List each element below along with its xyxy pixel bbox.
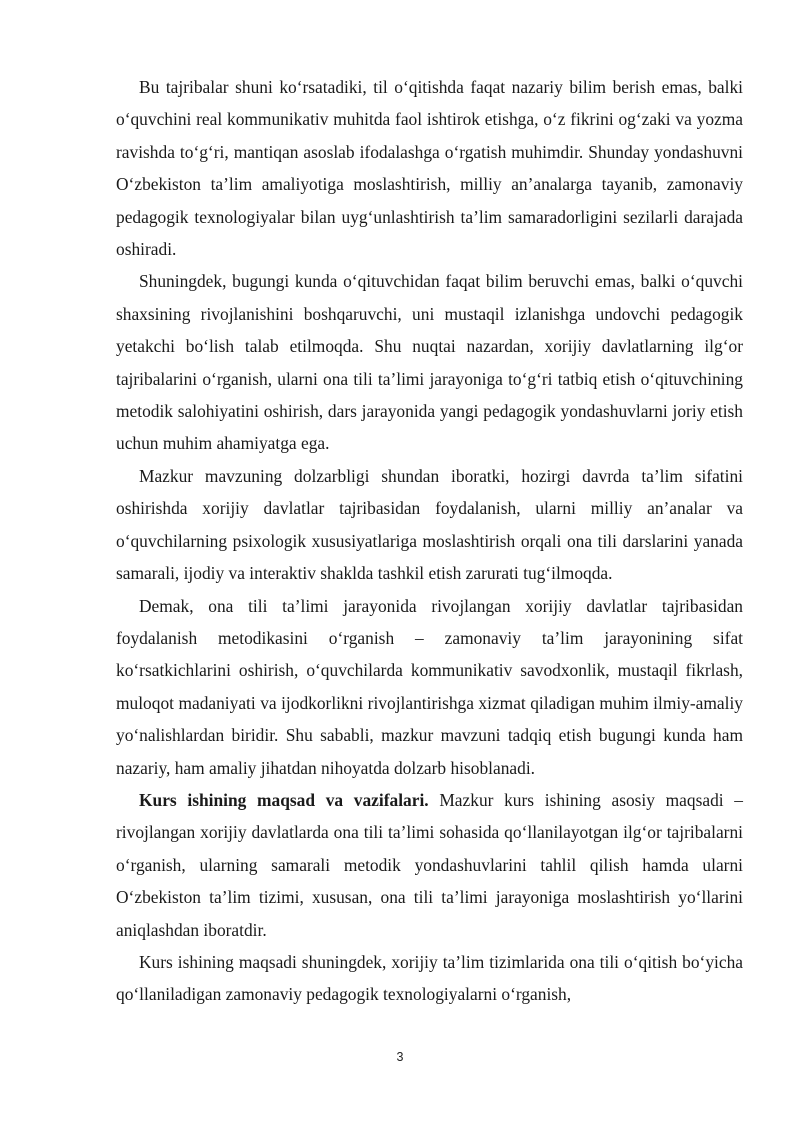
paragraph-2 <box>116 265 743 459</box>
paragraph-4 <box>116 590 743 784</box>
paragraph-2-text: Shuningdek, bugungi kunda o‘qituvchidan faqat bilim beruvchi emas, balki o‘quvchi shaxsining rivojlanishini boshqaruvchi, uni mustaqil izlanishga undovchi pedagogik yetakchi bo‘lish talab etilmoqda. Shu nuqtai nazardan, xorijiy davlatlarning ilg‘or tajribalarini o‘rganish, ularni ona tili ta’limi jarayoniga to‘g‘ri tatbiq etish o‘qituvchining metodik salohiyatini oshirish, dars jarayonida yangi pedagogik yondashuvlarni joriy etish uchun muhim ahamiyatga ega. <box>116 271 743 454</box>
paragraph-3 <box>116 460 743 590</box>
paragraph-6-text: Kurs ishining maqsadi shuningdek, xorijiy ta’lim tizimlarida ona tili o‘qitish bo‘yicha qo‘llaniladigan zamonaviy pedagogik texnologiyalarni o‘rganish, <box>116 951 743 1005</box>
paragraph-3-text: Mazkur mavzuning dolzarbligi shundan iboratki, hozirgi davrda ta’lim sifatini oshirishda xorijiy davlatlar tajribasidan foydalanish, ularni milliy an’analar va o‘quvchilarning psixologik xususiyatlariga moslashtirish orqali ona tili darslarini yanada samarali, ijodiy va interaktiv shaklda tashkil etish zarurati tug‘ilmoqda. <box>116 465 743 584</box>
paragraph-4-text: Demak, ona tili ta’limi jarayonida rivojlangan xorijiy davlatlar tajribasidan foydalanish metodikasini o‘rganish – zamonaviy ta’lim jarayonining sifat ko‘rsatkichlarini oshirish, o‘quvchilarda kommunikativ savodxonlik, mustaqil fikrlash, muloqot madaniyati va ijodkorlikni rivojlantirishga xizmat qiladigan muhim ilmiy-amaliy yo‘nalishlardan biridir. Shu sababli, mazkur mavzuni tadqiq etish bugungi kunda ham nazariy, ham amaliy jihatdan nihoyatda dolzarb hisoblanadi. <box>116 595 743 778</box>
paragraph-5 <box>116 784 743 946</box>
section-heading-inline: Kurs ishining maqsad va vazifalari. <box>139 789 429 810</box>
paragraph-5-text: Mazkur kurs ishining asosiy maqsadi – rivojlangan xorijiy davlatlarda ona tili ta’limi sohasida qo‘llanilayotgan ilg‘or tajribalarni o‘rganish, ularning samarali metodik yondashuvlarini tahlil qilish hamda ularni O‘zbekiston ta’lim tizimi, xususan, ona tili ta’limi jarayoniga moslashtirish yo‘llarini aniqlashdan iboratdir. <box>116 789 743 940</box>
paragraph-1 <box>116 71 743 265</box>
page-number: 3 <box>396 1050 404 1064</box>
paragraph-6 <box>116 946 743 1011</box>
paragraph-1-text: Bu tajribalar shuni ko‘rsatadiki, til o‘qitishda faqat nazariy bilim berish emas, balki o‘quvchini real kommunikativ muhitda faol ishtirok etishga, o‘z fikrini og‘zaki va yozma ravishda to‘g‘ri, mantiqan asoslab ifodalashga o‘rgatish muhimdir. Shunday yondashuvni O‘zbekiston ta’lim amaliyotiga moslashtirish, milliy an’analarga tayanib, zamonaviy pedagogik texnologiyalar bilan uyg‘unlashtirish ta’lim samaradorligini sezilarli darajada oshiradi. <box>116 77 743 260</box>
document-body <box>116 71 743 1011</box>
